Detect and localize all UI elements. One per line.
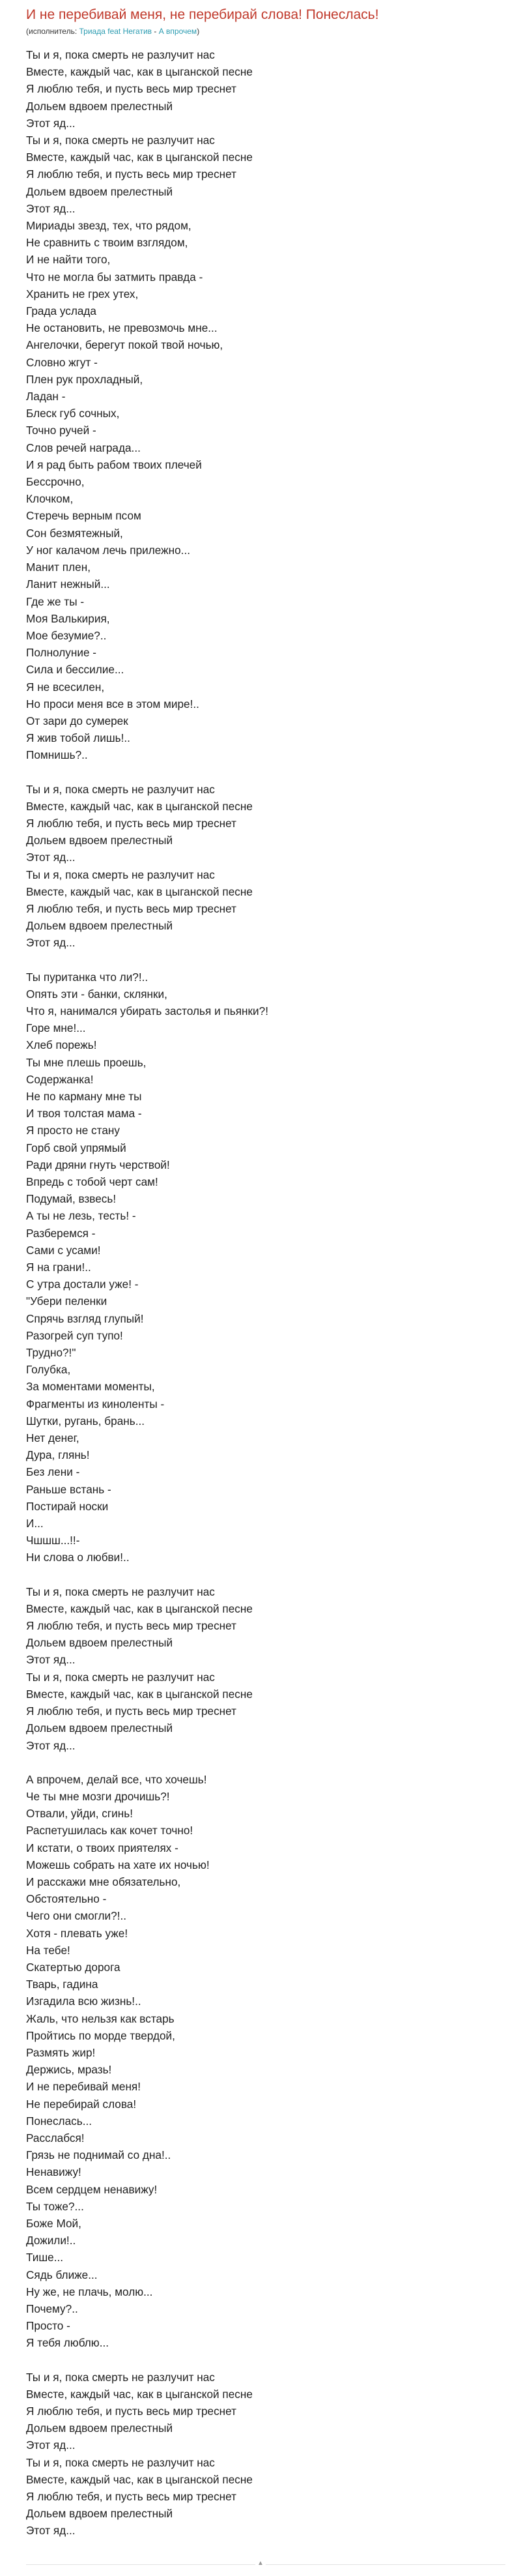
lyrics-line: Просто - — [26, 2319, 70, 2333]
lyrics-line: Но проси меня все в этом мире!.. — [26, 697, 199, 710]
lyrics-line: Дольем вдвоем прелестный — [26, 1636, 173, 1650]
lyrics-line: Дольем вдвоем прелестный — [26, 2507, 173, 2521]
lyrics-line: Я люблю тебя, и пусть весь мир треснет — [26, 82, 237, 96]
lyrics-line: Ты и я, пока смерть не разлучит нас — [26, 48, 215, 61]
lyrics-line: Трудно?!" — [26, 1346, 76, 1360]
lyrics-line: Слов речей награда... — [26, 441, 141, 454]
lyrics-line: Плен рук прохладный, — [26, 372, 143, 386]
lyrics-line: Блеск губ сочных, — [26, 407, 120, 420]
lyrics-line: Ты мне плешь проешь, — [26, 1055, 147, 1069]
lyrics-line: Вместе, каждый час, как в цыганской песне — [26, 885, 253, 898]
lyrics-stanza — [26, 1771, 505, 2352]
lyrics-line: Голубка, — [26, 1363, 71, 1377]
lyrics-line: Манит плен, — [26, 561, 91, 574]
lyrics-line: Отвали, уйди, сгинь! — [26, 1807, 133, 1821]
lyrics-line: Вместе, каждый час, как в цыганской песне — [26, 2387, 253, 2401]
lyrics-line: С утра достали уже! - — [26, 1278, 139, 1291]
lyrics-line: Сами с усами! — [26, 1243, 101, 1257]
lyrics-line: Вместе, каждый час, как в цыганской песне — [26, 2472, 253, 2486]
lyrics-line: Этот яд... — [26, 1653, 76, 1667]
lyrics-stanza — [26, 2369, 505, 2539]
lyrics-text — [26, 46, 505, 2539]
lyrics-line: Разогрей суп тупо! — [26, 1328, 123, 1342]
chevron-up-icon: ▲ — [255, 2559, 266, 2568]
lyrics-line: Ты и я, пока смерть не разлучит нас — [26, 2370, 215, 2384]
artist-link[interactable]: Триада feat Негатив — [79, 27, 152, 36]
lyrics-line: Не перебирай слова! — [26, 2097, 137, 2111]
album-link[interactable]: А впрочем — [158, 27, 197, 36]
lyrics-line: Сон безмятежный, — [26, 526, 123, 540]
lyrics-line: Дура, глянь! — [26, 1448, 90, 1462]
lyrics-line: Ты и я, пока смерть не разлучит нас — [26, 1585, 215, 1598]
lyrics-line: Изгадила всю жизнь!.. — [26, 1995, 141, 2008]
lyrics-line: У ног калачом лечь прилежно... — [26, 543, 190, 557]
lyrics-line: Ты и я, пока смерть не разлучит нас — [26, 1670, 215, 1684]
lyrics-line: Дольем вдвоем прелестный — [26, 99, 173, 113]
lyrics-line: И я рад быть рабом твоих плечей — [26, 458, 202, 471]
lyrics-line: Этот яд... — [26, 2524, 76, 2538]
lyrics-line: Этот яд... — [26, 1738, 76, 1752]
lyrics-line: Дольем вдвоем прелестный — [26, 919, 173, 933]
lyrics-line: Ты пуританка что ли?!.. — [26, 970, 148, 984]
lyrics-line: Моя Валькирия, — [26, 611, 110, 625]
lyrics-line: Дольем вдвоем прелестный — [26, 184, 173, 198]
lyrics-line: Этот яд... — [26, 2438, 76, 2452]
lyrics-line: Обстоятельно - — [26, 1892, 107, 1906]
lyrics-line: Хлеб порежь! — [26, 1038, 97, 1052]
lyrics-line: Хотя - плевать уже! — [26, 1926, 128, 1940]
lyrics-line: Я люблю тебя, и пусть весь мир треснет — [26, 2490, 237, 2504]
lyrics-line: Ради дряни гнуть черствой! — [26, 1158, 170, 1171]
lyrics-line: Впредь с тобой черт сам! — [26, 1175, 158, 1188]
lyrics-line: Вместе, каждый час, как в цыганской песне — [26, 1687, 253, 1701]
lyrics-line: Держись, мразь! — [26, 2063, 112, 2077]
lyrics-line: Я просто не стану — [26, 1124, 120, 1137]
footer-divider — [26, 2564, 505, 2565]
lyrics-line: От зари до сумерек — [26, 714, 128, 727]
lyrics-line: Бессрочно, — [26, 475, 85, 489]
lyrics-line: Вместе, каждый час, как в цыганской песне — [26, 151, 253, 164]
lyrics-line: Содержанка! — [26, 1072, 94, 1086]
lyrics-line: Вместе, каждый час, как в цыганской песне — [26, 1602, 253, 1615]
lyrics-line: Града услада — [26, 304, 96, 318]
lyrics-line: На тебе! — [26, 1943, 70, 1957]
lyrics-line: Распетушилась как кочет точно! — [26, 1824, 193, 1837]
lyrics-line: Тише... — [26, 2251, 64, 2264]
lyrics-line: Этот яд... — [26, 116, 76, 130]
lyrics-line: Сила и бессилие... — [26, 663, 124, 677]
lyrics-line: Я не всесилен, — [26, 680, 105, 694]
lyrics-line: Ненавижу! — [26, 2165, 81, 2179]
lyrics-line: Фрагменты из киноленты - — [26, 1397, 165, 1411]
lyrics-line: А ты не лезь, тесть! - — [26, 1209, 136, 1223]
lyrics-line: Понеслась... — [26, 2114, 92, 2128]
lyrics-line: И не перебивай меня! — [26, 2080, 141, 2094]
lyrics-line: Дольем вдвоем прелестный — [26, 834, 173, 847]
lyrics-line: Не остановить, не превозмочь мне... — [26, 321, 218, 335]
lyrics-line: Дожили!.. — [26, 2234, 76, 2247]
lyrics-line: Дольем вдвоем прелестный — [26, 2422, 173, 2435]
lyrics-line: Горе мне!... — [26, 1021, 86, 1035]
lyrics-line: И расскажи мне обязательно, — [26, 1875, 181, 1888]
lyrics-line: Ты и я, пока смерть не разлучит нас — [26, 2455, 215, 2469]
lyrics-line: Подумай, взвесь! — [26, 1192, 117, 1206]
lyrics-line: Ладан - — [26, 390, 66, 403]
lyrics-line: Мое безумие?.. — [26, 628, 107, 642]
lyrics-line: Чего они смогли?!.. — [26, 1909, 127, 1923]
lyrics-line: Шутки, ругань, брань... — [26, 1414, 145, 1427]
lyrics-line: Ланит нежный... — [26, 578, 110, 591]
lyrics-line: Расслабся! — [26, 2131, 85, 2144]
lyrics-line: Не по карману мне ты — [26, 1089, 142, 1103]
lyrics-line: И... — [26, 1517, 44, 1530]
lyrics-line: Ни слова о любви!.. — [26, 1551, 130, 1564]
lyrics-line: Чшшш...!!- — [26, 1534, 80, 1547]
lyrics-line: И твоя толстая мама - — [26, 1107, 142, 1120]
lyrics-line: "Убери пеленки — [26, 1295, 107, 1308]
lyrics-line: Боже Мой, — [26, 2216, 81, 2230]
lyrics-line: Этот яд... — [26, 936, 76, 950]
lyrics-line: Где же ты - — [26, 594, 85, 608]
artist-line — [26, 26, 505, 37]
lyrics-line: Словно жгут - — [26, 355, 98, 369]
lyrics-line: Спрячь взгляд глупый! — [26, 1311, 144, 1325]
lyrics-line: Пройтись по морде твердой, — [26, 2028, 175, 2042]
lyrics-line: Размять жир! — [26, 2045, 96, 2059]
lyrics-line: Клочком, — [26, 492, 74, 506]
lyrics-stanza — [26, 46, 505, 764]
lyrics-line: Этот яд... — [26, 201, 76, 215]
lyrics-line: Вместе, каждый час, как в цыганской песне — [26, 799, 253, 813]
lyrics-line: Вместе, каждый час, как в цыганской песне — [26, 65, 253, 79]
lyrics-line: Помнишь?.. — [26, 748, 88, 762]
lyrics-line: Раньше встань - — [26, 1482, 111, 1496]
lyrics-line: Тварь, гадина — [26, 1978, 98, 1991]
lyrics-line: Ну же, не плачь, молю... — [26, 2285, 153, 2298]
lyrics-line: Без лени - — [26, 1465, 80, 1479]
lyrics-line: Точно ручей - — [26, 424, 96, 437]
lyrics-line: Что я, нанимался убирать застолья и пьянки?! — [26, 1004, 268, 1017]
lyrics-line: Не сравнить с твоим взглядом, — [26, 236, 188, 250]
lyrics-line: Ангелочки, берегут покой твой ночью, — [26, 338, 223, 352]
lyrics-stanza — [26, 1583, 505, 1754]
lyrics-line: Мириады звезд, тех, что рядом, — [26, 219, 191, 233]
lyrics-line: Я люблю тебя, и пусть весь мир треснет — [26, 2405, 237, 2418]
lyrics-line: И не найти того, — [26, 253, 111, 267]
lyrics-stanza — [26, 781, 505, 952]
lyrics-line: Скатертью дорога — [26, 1960, 120, 1974]
artist-prefix: (исполнитель: — [26, 27, 77, 36]
lyrics-line: Я люблю тебя, и пусть весь мир треснет — [26, 901, 237, 915]
lyrics-line: Можешь собрать на хате их ночью! — [26, 1858, 210, 1871]
lyrics-line: Грязь не поднимай со дна!.. — [26, 2148, 171, 2162]
lyrics-line: Я люблю тебя, и пусть весь мир треснет — [26, 1619, 237, 1633]
lyrics-line: Жаль, что нельзя как встарь — [26, 2012, 175, 2025]
lyrics-line: Полнолуние - — [26, 646, 97, 660]
lyrics-line: Я люблю тебя, и пусть весь мир треснет — [26, 1705, 237, 1718]
lyrics-line: Постирай носки — [26, 1499, 109, 1513]
lyrics-line: Этот яд... — [26, 851, 76, 864]
lyrics-line: Ты и я, пока смерть не разлучит нас — [26, 868, 215, 881]
lyrics-line: Горб свой упрямый — [26, 1141, 126, 1154]
lyrics-line: Хранить не грех утех, — [26, 287, 139, 300]
lyrics-line: Почему?.. — [26, 2302, 78, 2315]
lyrics-line: Я на грани!.. — [26, 1261, 91, 1274]
lyrics-line: Всем сердцем ненавижу! — [26, 2182, 158, 2196]
lyrics-line: Я люблю тебя, и пусть весь мир треснет — [26, 168, 237, 181]
lyrics-line: Стеречь верным псом — [26, 509, 141, 523]
lyrics-line: Дольем вдвоем прелестный — [26, 1721, 173, 1735]
artist-suffix: ) — [197, 27, 200, 36]
lyrics-line: Я люблю тебя, и пусть весь мир треснет — [26, 816, 237, 830]
lyrics-line: Разберемся - — [26, 1226, 96, 1240]
lyrics-line: Сядь ближе... — [26, 2268, 98, 2281]
lyrics-line: Что не могла бы затмить правда - — [26, 270, 203, 284]
lyrics-line: За моментами моменты, — [26, 1380, 155, 1394]
lyrics-line: Я тебя люблю... — [26, 2336, 109, 2350]
lyrics-stanza — [26, 969, 505, 1566]
lyrics-line: Я жив тобой лишь!.. — [26, 731, 130, 745]
lyrics-line: Че ты мне мозги дрочишь?! — [26, 1789, 170, 1803]
song-title: И не перебивай меня, не перебирай слова! Понеслась! — [26, 7, 379, 22]
lyrics-line: Ты и я, пока смерть не разлучит нас — [26, 134, 215, 147]
lyrics-line: Нет денег, — [26, 1431, 79, 1445]
lyrics-line: И кстати, о твоих приятелях - — [26, 1841, 178, 1854]
lyrics-line: Ты тоже?... — [26, 2199, 84, 2213]
lyrics-line: Опять эти - банки, склянки, — [26, 987, 167, 1001]
artist-separator: - — [152, 27, 159, 36]
lyrics-line: А впрочем, делай все, что хочешь! — [26, 1772, 207, 1786]
lyrics-line: Ты и я, пока смерть не разлучит нас — [26, 782, 215, 796]
